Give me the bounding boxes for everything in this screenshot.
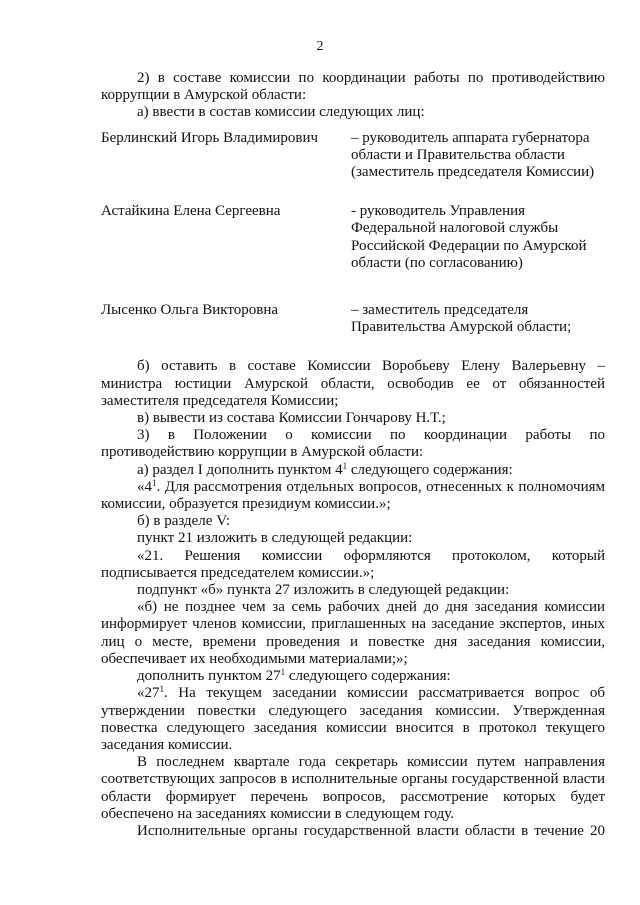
paragraph-clause-27-1-intro: дополнить пунктом $27^1$ следующего содержания: — [137, 667, 451, 685]
paragraph-remove-member: в) вывести из состава Комиссии Гончарову Н.Т.; — [137, 410, 446, 427]
paragraph-clause-27b: «б) не позднее чем за семь рабочих дней до дня заседания комиссии информирует членов комиссии, приглашенных на заседание экспертов, иных лиц о месте, времени проведения и повестке дня заседания комиссии, обеспечивает их необходимыми материалами;»; — [101, 599, 605, 667]
member-name: Лысенко Ольга Викторовна — [101, 302, 279, 319]
page-number: 2 — [316, 39, 324, 54]
paragraph-executive-bodies: Исполнительные органы государственной власти области в течение 20 — [137, 822, 605, 839]
member-row — [101, 203, 605, 272]
paragraph-clause-27-intro: подпункт «б» пункта 27 изложить в следующей редакции: — [137, 582, 510, 599]
paragraph-clause-21-intro: пункт 21 изложить в следующей редакции: — [137, 530, 413, 547]
document-body — [101, 70, 605, 840]
paragraph-clause-27-1: «$27^1$. На текущем заседании комиссии рассматривается вопрос об утверждении повестки следующего заседания комиссии. Утвержденная повестка следующего заседания комиссии вносится в протокол текущего заседания комиссии. — [101, 684, 605, 753]
members-list — [101, 130, 605, 337]
member-role: - руководитель Управления Федеральной налоговой службы Российской Федерации по Амурской области (по согласованию) — [351, 203, 587, 271]
member-name: Астайкина Елена Сергеевна — [101, 203, 281, 220]
paragraph-commission-composition: 2) в составе комиссии по координации работы по противодействию коррупции в Амурской области: — [101, 70, 605, 104]
paragraph-keep-member: б) оставить в составе Комиссии Воробьеву Елену Валерьевну – министра юстиции Амурской области, освободив ее от обязанностей заместителя председателя Комиссии; — [101, 358, 605, 409]
paragraph-section-five: б) в разделе V: — [137, 513, 231, 530]
member-row — [101, 130, 605, 182]
paragraph-clause-21: «21. Решения комиссии оформляются протоколом, который подписывается председателем комиссии.»; — [101, 547, 605, 581]
paragraph-add-members: а) ввести в состав комиссии следующих лиц: — [137, 104, 425, 121]
paragraph-last-quarter: В последнем квартале года секретарь комиссии путем направления соответствующих запросов в исполнительные органы государственной власти области формирует перечень вопросов, рассмотрение которых будет обеспечено на заседаниях комиссии в следующем году. — [101, 754, 605, 822]
paragraph-clause-4-1: «$4^1$. Для рассмотрения отдельных вопросов, отнесенных к полномочиям комиссии, образуется президиум комиссии.»; — [101, 477, 605, 513]
member-role: – руководитель аппарата губернатора области и Правительства области (заместитель председателя Комиссии) — [351, 129, 595, 181]
paragraph-regulation: 3) в Положении о комиссии по координации работы по противодействию коррупции в Амурской области: — [101, 427, 605, 461]
member-name: Берлинский Игорь Владимирович — [101, 129, 319, 146]
member-row — [101, 302, 605, 336]
member-role: – заместитель председателя Правительства Амурской области; — [351, 302, 572, 336]
paragraph-section-one: а) раздел I дополнить пунктом $4^1$ следующего содержания: — [137, 460, 513, 478]
